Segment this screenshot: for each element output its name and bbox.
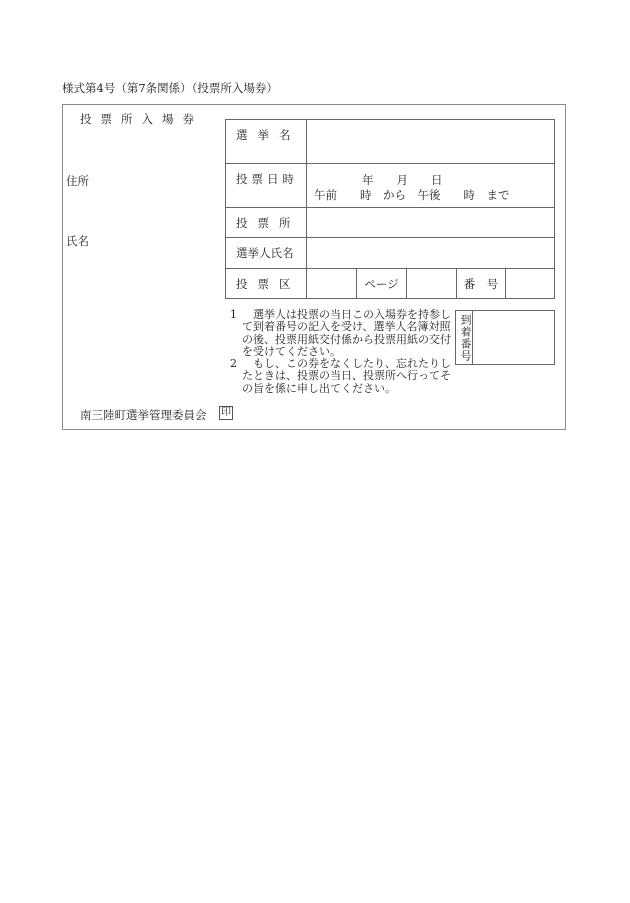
voting-datetime-label: 投票日時	[226, 164, 307, 207]
instruction-number: 1	[230, 308, 237, 321]
instruction-item	[230, 309, 455, 358]
row-voting-district	[226, 269, 554, 299]
instructions	[230, 309, 455, 395]
row-voter-name	[226, 238, 554, 269]
number-value-cell	[506, 269, 554, 299]
page-label: ページ	[357, 269, 407, 299]
election-name-label: 選挙名	[226, 120, 307, 163]
page-value-cell	[407, 269, 457, 299]
voting-date-line: 年 月 日	[362, 173, 443, 187]
district-value-cell	[307, 269, 357, 299]
number-label: 番 号	[457, 269, 506, 299]
arrival-number-box	[455, 310, 555, 365]
address-label: 住所	[66, 174, 89, 188]
arrival-number-label: 到着番号	[456, 311, 473, 364]
ticket-title: 投票所入場券	[80, 112, 203, 126]
instruction-number: 2	[230, 357, 237, 371]
issuer-name: 南三陸町選挙管理委員会	[80, 408, 207, 422]
ticket-info-table	[225, 119, 555, 299]
row-voting-datetime	[226, 164, 554, 208]
seal-mark: 印	[221, 407, 231, 418]
instruction-item	[230, 358, 455, 395]
row-election-name	[226, 120, 554, 164]
instruction-text: 選挙人は投票の当日この入場券を持参して到着番号の記入を受け、選挙人名簿対照の後、投票用紙交付係から投票用紙の交付を受けてください。	[242, 308, 451, 358]
name-label: 氏名	[66, 234, 89, 248]
instruction-text: もし、この券をなくしたり、忘れたりしたときは、投票の当日、投票所へ行ってその旨を係に申し出てください。	[242, 357, 451, 395]
form-caption: 様式第4号（第7条関係）（投票所入場券）	[62, 81, 278, 95]
voting-district-label: 投票区	[226, 269, 307, 299]
polling-place-label: 投票所	[226, 208, 307, 237]
voting-time-line: 午前 時 から 午後 時 まで	[314, 188, 510, 202]
row-polling-place	[226, 208, 554, 238]
voter-name-label: 選挙人氏名	[226, 238, 307, 268]
